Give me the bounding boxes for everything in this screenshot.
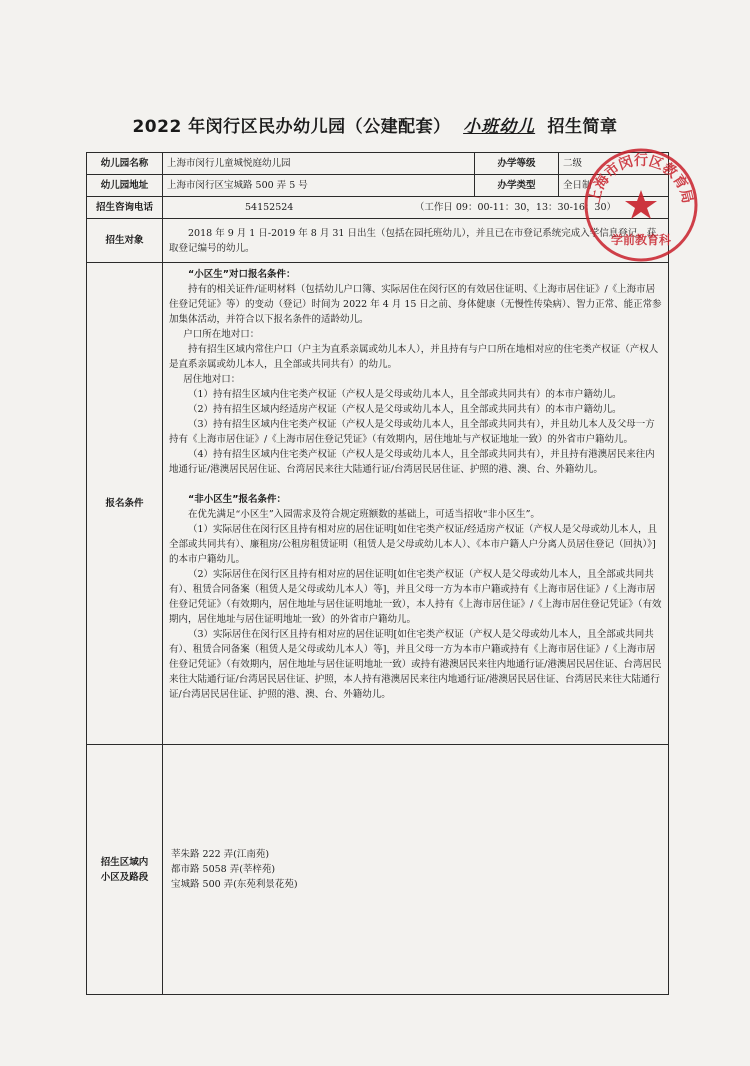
zone-item: 都市路 5058 弄(莘梓苑) [171,864,276,875]
phone-number: 54152524 [245,202,294,213]
row-kindergarten-name [87,153,669,175]
nonxiaoqu-item: （1）实际居住在闵行区且持有相对应的居住证明[如住宅类产权证/经适房产权证（产权人是父母或幼儿本人，且全部或共同共有）、廉租房/公租房租赁证明（租赁人是父母或幼儿本人）、《本市户籍人户分离人员居住登记（回执）》]的本市户籍幼儿。 [169,524,657,565]
title-handwritten-category: 小班幼儿 [463,117,536,137]
value-school-grade: 二级 [559,153,669,175]
label-kindergarten-address: 幼儿园地址 [87,175,163,197]
label-school-grade: 办学等级 [475,153,559,175]
xiaoqu-heading: “小区生”对口报名条件： [188,269,296,280]
value-zones [163,745,669,995]
residence-item: （1）持有招生区域内住宅类产权证（产权人是父母或幼儿本人，且全部或共同共有）的本市户籍幼儿。 [188,389,622,400]
nonxiaoqu-heading: “非小区生”报名条件： [188,494,286,505]
row-target [87,219,669,263]
value-conditions [163,263,669,745]
row-kindergarten-address [87,175,669,197]
row-consult-phone [87,197,669,219]
nonxiaoqu-item: （3）实际居住在闵行区且持有相对应的居住证明[如住宅类产权证（产权人是父母或幼儿本人，且全部或共同共有）、租赁合同备案（租赁人是父母或幼儿本人）等]，并且父母一方为本市户籍或持有《上海市居住证》/《上海市居住登记凭证》（有效期内，居住地址与居住证明地址一致）或持有港澳居民来往内地通行证/港澳居民居住证、台湾居民来往大陆通行证/台湾居民居住证、护照，本人持有港澳居民来往内地通行证/港澳居民居住证、台湾居民来往大陆通行证/台湾居民居住证、护照的港、澳、台、外籍幼儿。 [169,629,662,700]
value-kindergarten-name: 上海市闵行儿童城悦庭幼儿园 [163,153,475,175]
label-school-type: 办学类型 [475,175,559,197]
phone-hours: （工作日 09：00-11：30，13：30-16：30） [414,202,616,213]
residence-item: （3）持有招生区域内住宅类产权证（产权人是父母或幼儿本人，且全部或共同共有），并且幼儿本人及父母一方持有《上海市居住证》/《上海市居住登记凭证》（有效期内，居住地址与产权证地址一致）的外省市户籍幼儿。 [169,419,655,445]
page-title [0,112,750,137]
label-consult-phone: 招生咨询电话 [87,197,163,219]
hukou-text: 持有招生区域内常住户口（户主为直系亲属或幼儿本人），并且持有与户口所在地相对应的住宅类产权证（产权人是直系亲属或幼儿本人，且全部或共同共有）的幼儿。 [169,344,659,370]
label-zones [87,745,163,995]
nonxiaoqu-intro: 在优先满足“小区生”入园需求及符合规定班额数的基础上，可适当招收“非小区生”。 [188,509,540,520]
stamp-inner-text: 学前教育科 [610,233,672,247]
zone-item: 宝城路 500 弄(东苑利景花苑) [171,879,298,890]
row-zones [87,745,669,995]
residence-item: （2）持有招生区域内经适房产权证（产权人是父母或幼儿本人，且全部或共同共有）的本市户籍幼儿。 [188,404,622,415]
hukou-heading: 户口所在地对口： [183,329,260,340]
value-kindergarten-address: 上海市闵行区宝城路 500 弄 5 号 [163,175,475,197]
xiaoqu-intro: 持有的相关证件/证明材料（包括幼儿户口簿、实际居住在闵行区的有效居住证明、《上海市居住证》/《上海市居住登记凭证》等）的变动（登记）时间为 2022 年 4 月 15 日之前、身体健康（无慢性传染病）、智力正常、能正常参加集体活动，并符合以下报名条件的适龄幼儿。 [169,284,662,325]
label-conditions: 报名条件 [87,263,163,745]
label-kindergarten-name: 幼儿园名称 [87,153,163,175]
nonxiaoqu-item: （2）实际居住在闵行区且持有相对应的居住证明[如住宅类产权证（产权人是父母或幼儿本人，且全部或共同共有）、租赁合同备案（租赁人是父母或幼儿本人）等]，并且父母一方为本市户籍或持有《上海市居住证》/《上海市居住登记凭证》（有效期内，居住地址与居住证明地址一致），本人持有《上海市居住证》/《上海市居住登记凭证》（有效期内，居住地址与居住证明地址一致）的外省市户籍幼儿。 [169,569,662,625]
residence-heading: 居住地对口： [183,374,241,385]
value-target [163,219,669,263]
label-zones-line1: 招生区域内 [100,856,149,868]
value-consult-phone [163,197,669,219]
zone-item: 莘朱路 222 弄(江南苑) [171,849,270,860]
title-prefix: 2022 年闵行区民办幼儿园（公建配套） [132,117,451,137]
label-target: 招生对象 [87,219,163,263]
stamp-outer-text: 上海市闵行区教育局 [586,152,696,205]
residence-item: （4）持有招生区域内住宅类产权证（产权人是父母或幼儿本人，且全部或共同共有），并且持有港澳居民来往内地通行证/港澳居民居住证、台湾居民来往大陆通行证/台湾居民居住证、护照的港、澳、台、外籍幼儿。 [169,449,655,475]
admission-form-table [86,152,669,995]
value-school-type: 全日制 [559,175,669,197]
title-suffix: 招生简章 [547,117,618,137]
target-text: 2018 年 9 月 1 日-2019 年 8 月 31 日出生（包括在园托班幼儿），并且已在市登记系统完成入学信息登记、获取登记编号的幼儿。 [169,227,657,254]
label-zones-line2: 小区及路段 [100,871,149,883]
row-conditions [87,263,669,745]
